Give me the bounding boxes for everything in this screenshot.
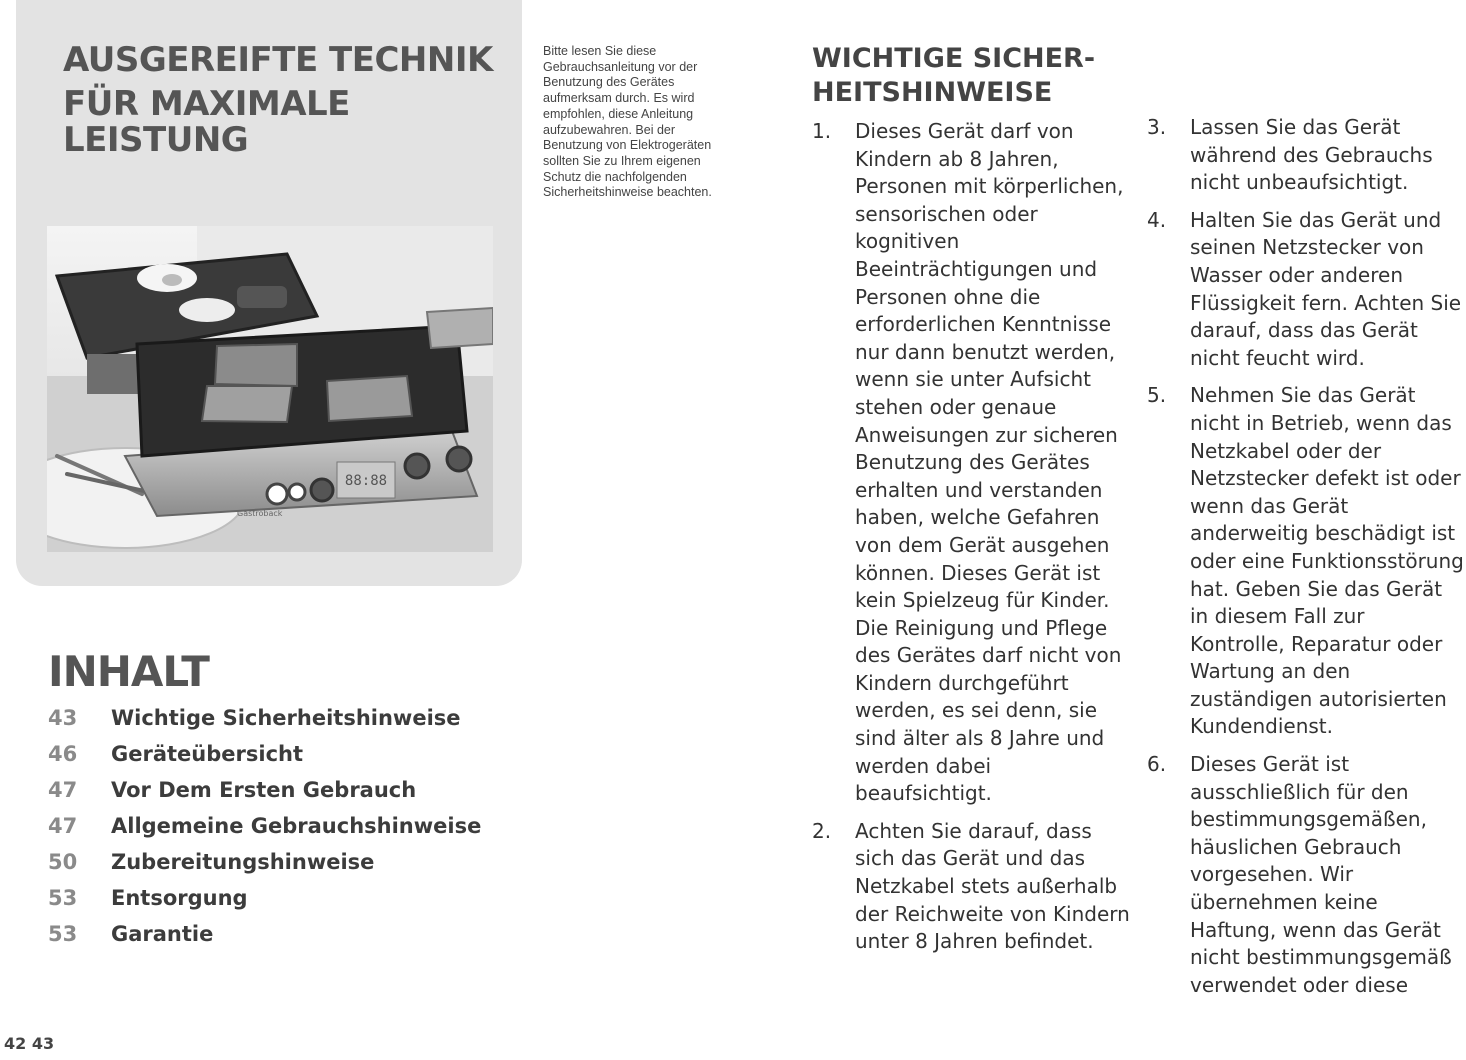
toc-page-number: 47 [48,814,78,838]
safety-item-text: Halten Sie das Gerät und seinen Netzstecker von Wasser oder anderen Flüssigkeit fern. Achten Sie darauf, dass das Gerät nicht feucht wird. [1190,207,1462,370]
toc-item[interactable] [48,700,481,736]
toc-entry-title: Zubereitungshinweise [111,850,375,874]
safety-item [812,118,1132,808]
safety-item-text: Nehmen Sie das Gerät nicht in Betrieb, wenn das Netzkabel oder der Netzstecker defekt ist oder wenn das Gerät anderweitig beschädigt ist oder eine Funktionsstörung hat. Geben Sie das Gerät in diesem Fall zur Kontrolle, Reparatur oder Wartung an den zuständigen autorisierten Kundendienst. [1190,383,1464,739]
safety-item-number: 2. [812,818,832,843]
toc-page-number: 53 [48,922,78,946]
safety-heading-line1: WICHTIGE SICHER- [812,43,1096,74]
safety-heading-line2: HEITSHINWEISE [812,77,1053,108]
safety-item-number: 3. [1147,115,1167,139]
toc-item[interactable] [48,736,481,772]
grill-brand-label: Gastroback [237,509,283,518]
toc-page-number: 47 [48,778,78,802]
toc-page-number: 46 [48,742,78,766]
safety-item [1147,207,1465,373]
toc-entry-title: Allgemeine Gebrauchshinweise [111,814,482,838]
safety-item-text: Dieses Gerät darf von Kindern ab 8 Jahren, Personen mit körperlichen, sensorischen oder kognitiven Beeinträchtigungen und Personen ohne die erforderlichen Kenntnisse nur dann benutzt werden, wenn sie unter Aufsicht stehen oder genaue Anweisungen zur sicheren Benutzung des Gerätes erhalten und verstanden haben, welche Gefahren von dem Gerät ausgehen können. Dieses Gerät ist kein Spielzeug für Kinder. Die Reinigung und Pflege des Gerätes darf nicht von Kindern durchgeführt werden, es sei denn, sie sind älter als 8 Jahre und werden dabei beaufsichtigt. [855,119,1124,806]
toc-entry-title: Garantie [111,922,214,946]
safety-item-text: Dieses Gerät ist ausschließlich für den bestimmungsgemäßen, häuslichen Gebrauch vorgesehen. Wir übernehmen keine Haftung, wenn das Gerät nicht bestimmungsgemäß verwendet oder diese [1190,752,1452,997]
toc-entry-title: Geräteübersicht [111,742,304,766]
safety-heading [812,42,1095,110]
safety-item-text: Lassen Sie das Gerät während des Gebrauchs nicht unbeaufsichtigt. [1190,115,1433,195]
toc-item[interactable] [48,880,481,916]
safety-item-number: 1. [812,119,832,143]
hero-title-line3: LEISTUNG [63,120,249,160]
safety-column-right [1147,114,1465,1009]
toc-entry-title: Vor Dem Ersten Gebrauch [111,778,417,802]
toc-item[interactable] [48,916,481,952]
grill-photo [47,226,493,552]
toc-entry-title: Entsorgung [111,886,248,910]
safety-item-number: 5. [1147,383,1167,408]
hero-title-line2: FÜR MAXIMALE [63,84,350,124]
toc-heading: INHALT [48,647,209,696]
safety-item [1147,382,1465,741]
page-numbers: 42 43 [4,1034,55,1053]
safety-item [812,818,1132,956]
safety-item-text: Achten Sie darauf, dass sich das Gerät und das Netzkabel stets außerhalb der Reichweite von Kindern unter 8 Jahren befindet. [855,818,1130,954]
toc-item[interactable] [48,772,481,808]
safety-item-number: 6. [1147,752,1167,777]
toc-item[interactable] [48,808,481,844]
safety-item [1147,114,1465,197]
toc-entry-title: Wichtige Sicherheitshinweise [111,706,461,730]
hero-title [63,36,493,158]
toc-page-number: 43 [48,706,78,730]
hero-title-line1: AUSGEREIFTE TECHNIK [63,40,493,80]
toc-list [48,700,481,952]
intro-note: Bitte lesen Sie diese Gebrauchsanleitung vor der Benutzung des Gerätes aufmerksam durch. Es wird empfohlen, diese Anleitung aufzubewahren. Bei der Benutzung von Elektrogeräten sollten Sie zu Ihrem eigenen Schutz die nachfolgenden Sicherheitshinweise beachten. [543,44,712,200]
safety-column-left [812,118,1132,966]
safety-item [1147,751,1465,999]
toc-page-number: 50 [48,850,78,874]
safety-item-number: 4. [1147,207,1167,232]
toc-page-number: 53 [48,886,78,910]
grill-display-readout: 88:88 [344,473,388,489]
toc-item[interactable] [48,844,481,880]
